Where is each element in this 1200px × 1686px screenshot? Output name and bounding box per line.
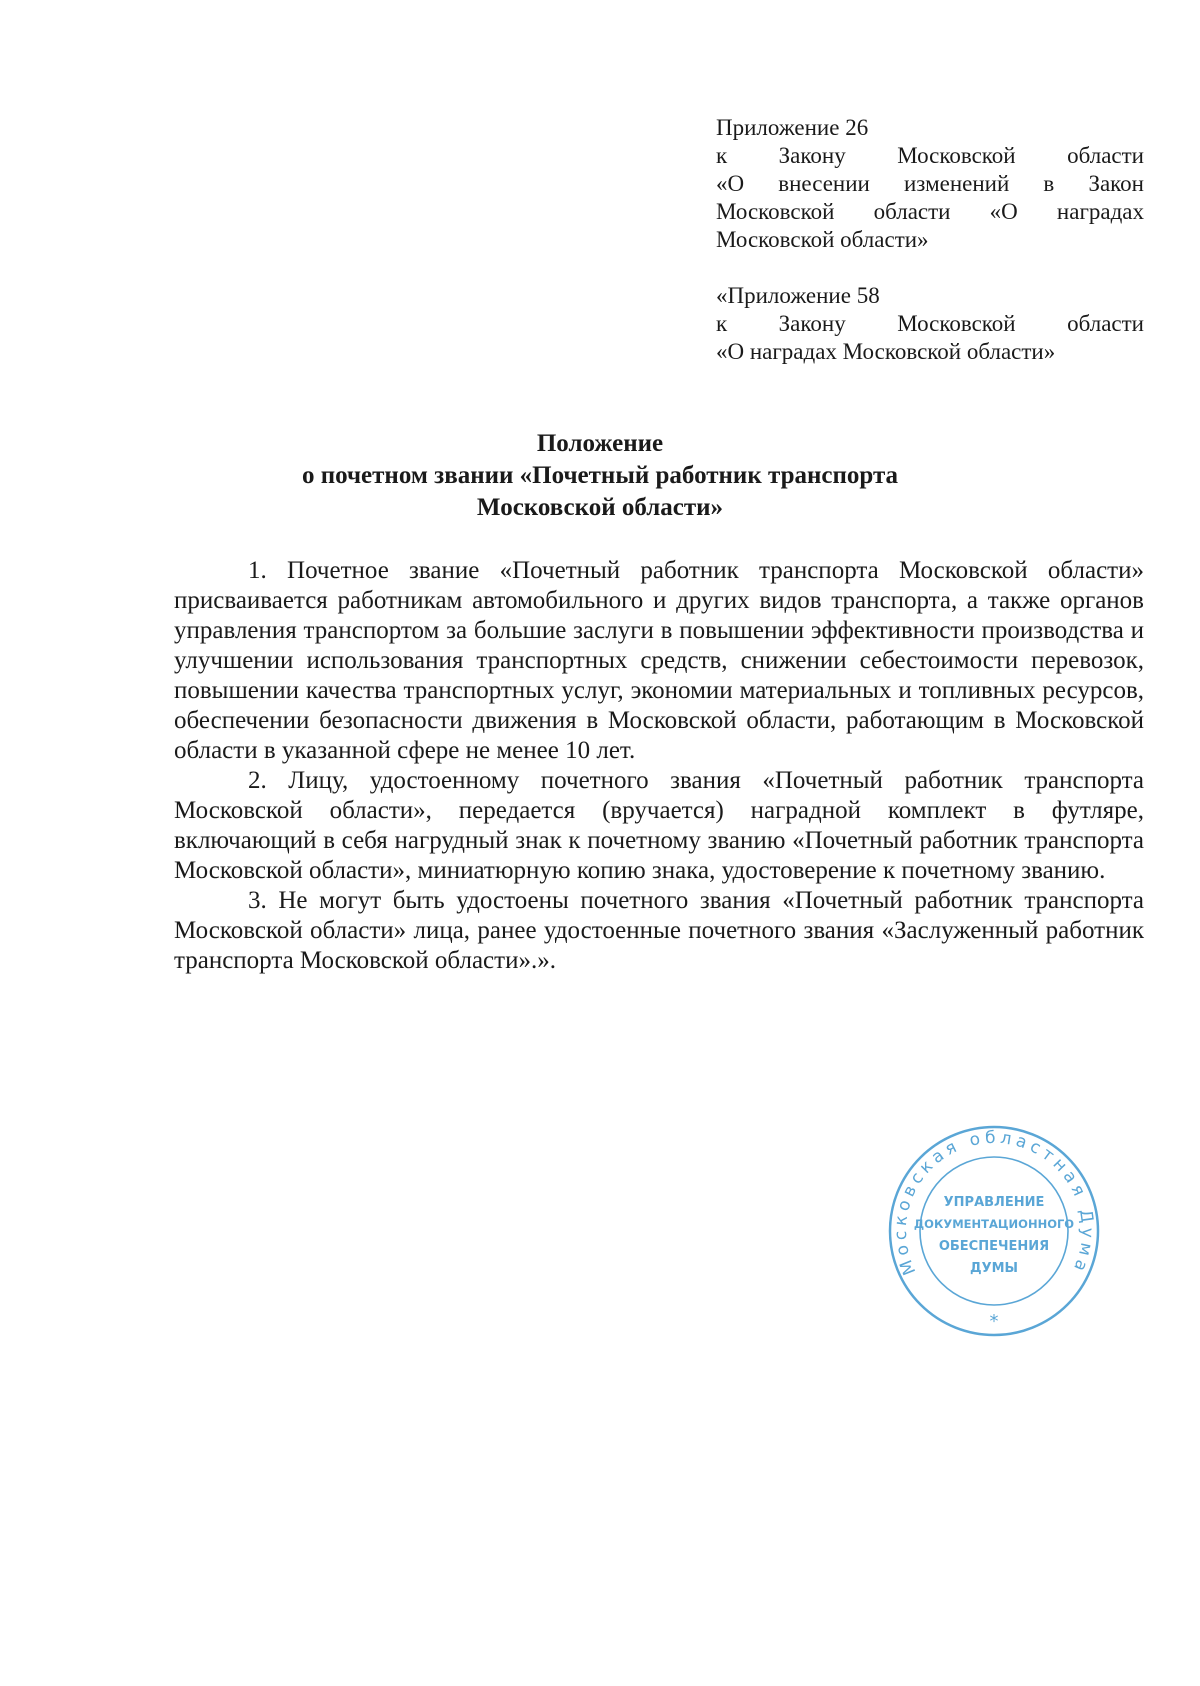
title-line: о почетном звании «Почетный работник транспорта: [301, 462, 899, 489]
appendix-line: к Закону Московской области: [716, 143, 1144, 168]
appendix-note-previous: [716, 282, 1144, 366]
stamp-inner-ring: [920, 1157, 1068, 1305]
document-body: [174, 556, 1144, 976]
appendix-line: «О наградах Московской области»: [716, 339, 1056, 364]
stamp-center-line: ДОКУМЕНТАЦИОННОГО: [913, 1217, 1075, 1231]
paragraph-2: 2. Лицу, удостоенному почетного звания «Почетный работник транспорта Московской области», передается (вручается) наградной комплект в футляре, включающий в себя нагрудный знак к почетному званию «Почетный работник транспорта Московской области», миниатюрную копию знака, удостоверение к почетному званию.: [174, 767, 1144, 884]
stamp-star-icon: *: [989, 1311, 999, 1332]
stamp-seal: [885, 1122, 1103, 1340]
document-title: [150, 428, 1050, 524]
paragraph-3: 3. Не могут быть удостоены почетного звания «Почетный работник транспорта Московской области» лица, ранее удостоенные почетного звания «Заслуженный работник транспорта Московской области».».: [174, 887, 1144, 974]
official-stamp: [885, 1122, 1103, 1340]
title-line: Московской области»: [476, 494, 724, 521]
paragraph-1: 1. Почетное звание «Почетный работник транспорта Московской области» присваивается работникам автомобильного и других видов транспорта, а также органов управления транспортом за большие заслуги в повышении эффективности производства и улучшении использования транспортных средств, снижении себестоимости перевозок, повышении качества транспортных услуг, экономии материальных и топливных ресурсов, обеспечении безопасности движения в Московской области, работающим в Московской области в указанной сфере не менее 10 лет.: [174, 557, 1144, 764]
stamp-center-line: ОБЕСПЕЧЕНИЯ: [938, 1239, 1050, 1254]
title-line: Положение: [536, 430, 664, 457]
appendix-line: «Приложение 58: [716, 283, 880, 308]
appendix-line: Московской области»: [716, 227, 929, 252]
appendix-line: Московской области «О наградах: [716, 199, 1144, 224]
appendix-line: Приложение 26: [716, 115, 869, 140]
stamp-center-line: ДУМЫ: [969, 1261, 1019, 1276]
appendix-line: к Закону Московской области: [716, 311, 1144, 336]
stamp-ring-text: Московская областная Дума: [890, 1127, 1098, 1278]
appendix-line: «О внесении изменений в Закон: [716, 171, 1144, 196]
appendix-note-current: [716, 114, 1144, 254]
stamp-center-line: УПРАВЛЕНИЕ: [943, 1195, 1045, 1210]
